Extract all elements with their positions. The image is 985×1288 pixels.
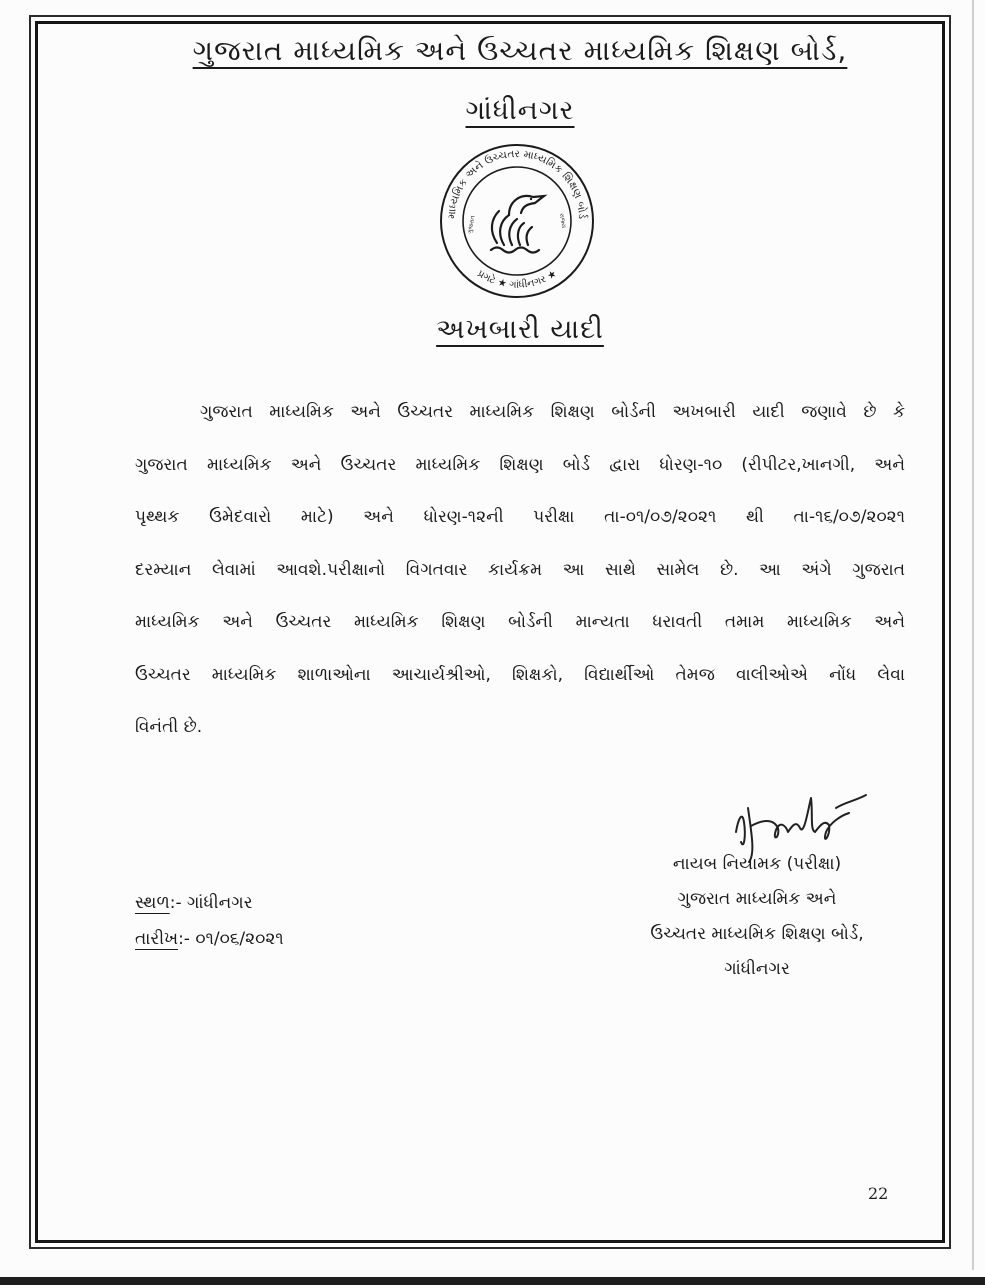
seal-top-text: માધ્યમિક અને ઉચ્ચતર માધ્યમિક શિક્ષણ બોર્ડ [445,148,589,220]
scan-edge-right [972,0,974,1270]
place-line [135,885,455,921]
place-value: :- ગાંધીનગર [169,893,253,913]
signatory-block [607,847,907,987]
page-number: 22 [868,1184,889,1203]
signatory-line: ઉચ્ચતર માધ્યમિક શિક્ષણ બોર્ડ, [650,924,864,944]
board-title: ગુજરાત માધ્યમિક અને ઉચ્ચતર માધ્યમિક શિક્ષણ બોર્ડ, [192,34,848,67]
board-city: ગાંધીનગર [465,95,575,126]
seal-inner-left-text: ગુજરાત [466,214,477,235]
body-line: દરમ્યાન લેવામાં આવશે.પરીક્ષાનો વિગતવાર કાર્યક્રમ આ સાથે સામેલ છે. આ અંગે ગુજરાત [135,559,905,580]
body-line: વિનંતી છે. [135,717,203,737]
scan-edge-bottom [0,1277,985,1285]
signatory-designation: નાયબ નિયામક (પરીક્ષા) [672,854,842,874]
body-line: માધ્યમિક અને ઉચ્ચતર માધ્યમિક શિક્ષણ બોર્ડની માન્યતા ધરાવતી તમામ માધ્યમિક અને [135,612,905,632]
signatory-line: ગુજરાત માધ્યમિક અને [677,889,837,909]
place-label: સ્થળ [135,893,170,913]
press-release-body [135,386,905,754]
body-line: ગુજરાત માધ્યમિક અને ઉચ્ચતર માધ્યમિક શિક્ષણ બોર્ડ દ્વારા ધોરણ-૧૦ (રીપીટર,ખાનગી, અને [135,454,905,475]
date-line [135,921,455,957]
board-seal-logo [437,141,597,301]
seal-inner-ring [463,167,571,275]
body-line: ઉચ્ચતર માધ્યમિક શાળાઓના આચાર્યશ્રીઓ, શિક્ષકો, વિદ્યાર્થીઓ તેમજ વાલીઓએ નોંધ લેવા [135,664,905,685]
press-release-heading: અખબારી યાદી [436,314,604,345]
place-date-block [135,885,455,957]
body-line: ગુજરાત માધ્યમિક અને ઉચ્ચતર માધ્યમિક શિક્ષણ બોર્ડની અખબારી યાદી જણાવે છે કે [200,402,905,422]
swan-icon [491,196,544,253]
seal-bottom-text: પ્રગટે ★ ગાંધીનગર ★ [475,268,559,291]
date-label: તારીખ [135,929,179,949]
body-line: પૃથ્થક ઉમેદવારો માટે) અને ધોરણ-૧૨ની પરીક્ષા તા-૦૧/૦૭/૨૦૨૧ થી તા-૧૬/૦૭/૨૦૨૧ [135,507,905,527]
signatory-line: ગાંધીનગર [724,959,790,979]
seal-inner-right-text: રાજ્ય [557,212,568,229]
date-value: :- ૦૧/૦૬/૨૦૨૧ [178,929,284,949]
